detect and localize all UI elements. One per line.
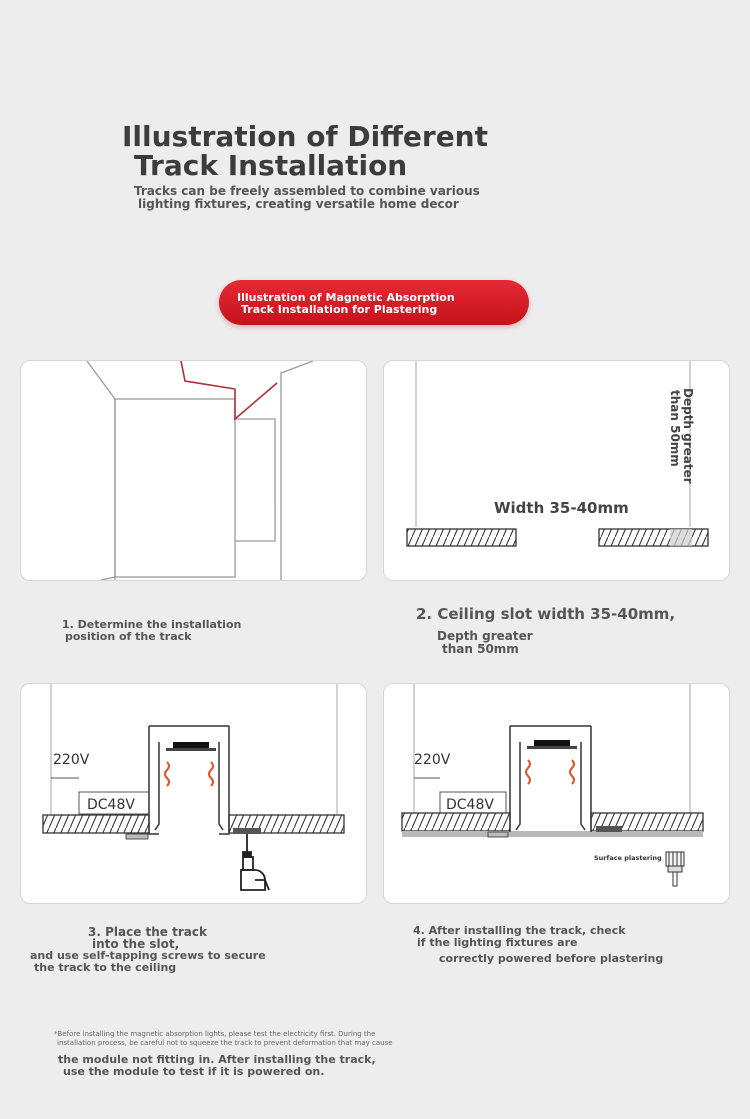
step-4-illustration bbox=[383, 683, 730, 904]
step-4-caption-line-2: if the lighting fixtures are bbox=[417, 935, 578, 949]
installation-note-large bbox=[58, 1054, 478, 1077]
step-1-caption-line-1: 1. Determine the installation bbox=[62, 618, 242, 631]
paint-brush-icon bbox=[666, 852, 684, 886]
step-1-illustration bbox=[20, 360, 367, 581]
step-3-caption-line-1: 3. Place the track bbox=[88, 925, 207, 939]
depth-label-line-1: Depth greater bbox=[681, 388, 695, 484]
step-3-caption-line-3: and use self-tapping screws to secure bbox=[30, 949, 266, 962]
installation-note-small bbox=[54, 1030, 534, 1047]
note-large-line-1: the module not fitting in. After installing the track, bbox=[58, 1053, 376, 1066]
step-2-caption-sub-line-1: Depth greater bbox=[437, 629, 533, 643]
step-2-caption: 2. Ceiling slot width 35-40mm, bbox=[416, 605, 676, 623]
surface-plastering-label: Surface plastering bbox=[594, 854, 662, 862]
step-3-caption bbox=[30, 926, 330, 974]
banner-line-2: Track Installation for Plastering bbox=[241, 302, 438, 316]
note-small-line-2: installation process, be careful not to squeeze the track to prevent deformation that may cause bbox=[57, 1038, 393, 1047]
subtitle-line-1: Tracks can be freely assembled to combine various bbox=[134, 184, 480, 198]
page-title bbox=[122, 122, 542, 180]
subtitle-line-2: lighting fixtures, creating versatile home decor bbox=[138, 197, 459, 211]
step-2-caption-sub-line-2: than 50mm bbox=[442, 642, 519, 656]
banner-line-1: Illustration of Magnetic Absorption bbox=[237, 291, 455, 304]
voltage-dc48v-label: DC48V bbox=[87, 797, 135, 813]
plastering-diagram bbox=[384, 684, 729, 903]
step-1-caption bbox=[62, 619, 322, 642]
room-corner-diagram bbox=[21, 361, 366, 580]
title-line-2: Track Installation bbox=[134, 149, 408, 182]
voltage-220v-label: 220V bbox=[414, 752, 451, 768]
step-3-caption-line-4: the track to the ceiling bbox=[34, 961, 177, 974]
title-line-1: Illustration of Different bbox=[122, 120, 488, 153]
voltage-dc48v-label: DC48V bbox=[446, 797, 494, 813]
depth-label-line-2: than 50mm bbox=[668, 390, 682, 467]
page-subtitle bbox=[134, 185, 554, 211]
step-4-caption-line-1: 4. After installing the track, check bbox=[413, 924, 626, 937]
ceiling-slot-diagram bbox=[384, 361, 729, 580]
step-3-illustration bbox=[20, 683, 367, 904]
note-small-line-1: *Before installing the magnetic absorption lights, please test the electricity first. During the bbox=[54, 1030, 376, 1038]
note-large-line-2: use the module to test if it is powered on. bbox=[63, 1064, 325, 1078]
width-label: Width 35-40mm bbox=[494, 499, 629, 517]
track-install-diagram bbox=[21, 684, 366, 903]
voltage-220v-label: 220V bbox=[53, 752, 90, 768]
step-4-caption bbox=[413, 925, 733, 965]
drill-icon bbox=[241, 834, 269, 890]
step-2-illustration bbox=[383, 360, 730, 581]
step-4-caption-line-3: correctly powered before plastering bbox=[439, 952, 664, 965]
step-3-caption-line-2: into the slot, bbox=[92, 937, 180, 951]
step-2-caption-sub bbox=[437, 630, 637, 656]
section-banner bbox=[219, 280, 529, 325]
step-1-caption-line-2: position of the track bbox=[65, 629, 192, 643]
